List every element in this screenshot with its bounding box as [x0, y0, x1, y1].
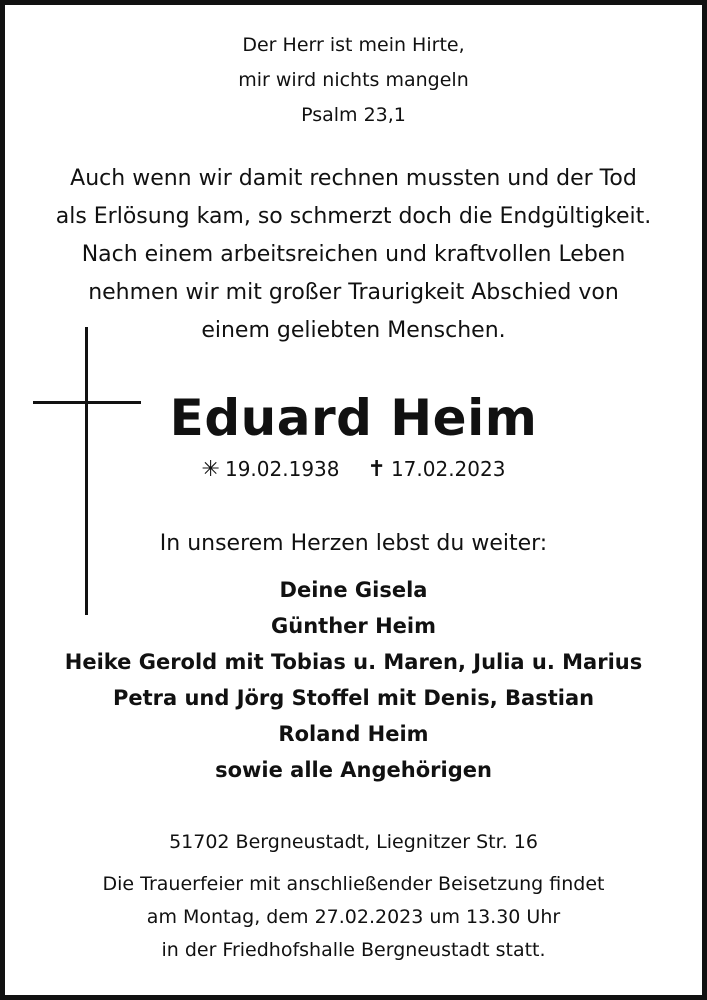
- birth-star-icon: ✳: [201, 457, 220, 482]
- intro-line: einem geliebten Menschen.: [201, 318, 506, 343]
- memorial-phrase: In unserem Herzen lebst du weiter:: [159, 531, 548, 556]
- intro-line: als Erlösung kam, so schmerzt doch die Endgültigkeit.: [55, 204, 652, 229]
- funeral-line: in der Friedhofshalle Bergneustadt statt.: [161, 939, 546, 961]
- mourner-line: Günther Heim: [271, 614, 436, 638]
- psalm-verse: [0, 28, 707, 133]
- mourner-line: sowie alle Angehörigen: [215, 758, 492, 782]
- mourner-line: Heike Gerold mit Tobias u. Maren, Julia u. Marius: [64, 650, 643, 674]
- deceased-name: Eduard Heim: [169, 389, 538, 447]
- verse-reference: Psalm 23,1: [301, 104, 406, 126]
- intro-line: nehmen wir mit großer Traurigkeit Abschied von: [88, 280, 619, 305]
- mourners-list: [0, 572, 707, 788]
- mourner-line: Deine Gisela: [279, 578, 428, 602]
- funeral-info: [0, 868, 707, 967]
- address: 51702 Bergneustadt, Liegnitzer Str. 16: [169, 831, 538, 853]
- verse-line: Der Herr ist mein Hirte,: [242, 34, 465, 56]
- verse-line: mir wird nichts mangeln: [238, 69, 469, 91]
- intro-line: Nach einem arbeitsreichen und kraftvollen Leben: [81, 242, 626, 267]
- death-cross-icon: ✝: [367, 457, 386, 482]
- mourner-line: Roland Heim: [278, 722, 429, 746]
- birth-date: 19.02.1938: [224, 457, 340, 481]
- mourner-line: Petra und Jörg Stoffel mit Denis, Bastian: [112, 686, 595, 710]
- intro-text: [0, 160, 707, 350]
- death-date: 17.02.2023: [390, 457, 506, 481]
- funeral-line: Die Trauerfeier mit anschließender Beisetzung findet: [102, 873, 605, 895]
- life-dates: [0, 452, 707, 487]
- intro-line: Auch wenn wir damit rechnen mussten und der Tod: [70, 166, 637, 191]
- funeral-line: am Montag, dem 27.02.2023 um 13.30 Uhr: [146, 906, 561, 928]
